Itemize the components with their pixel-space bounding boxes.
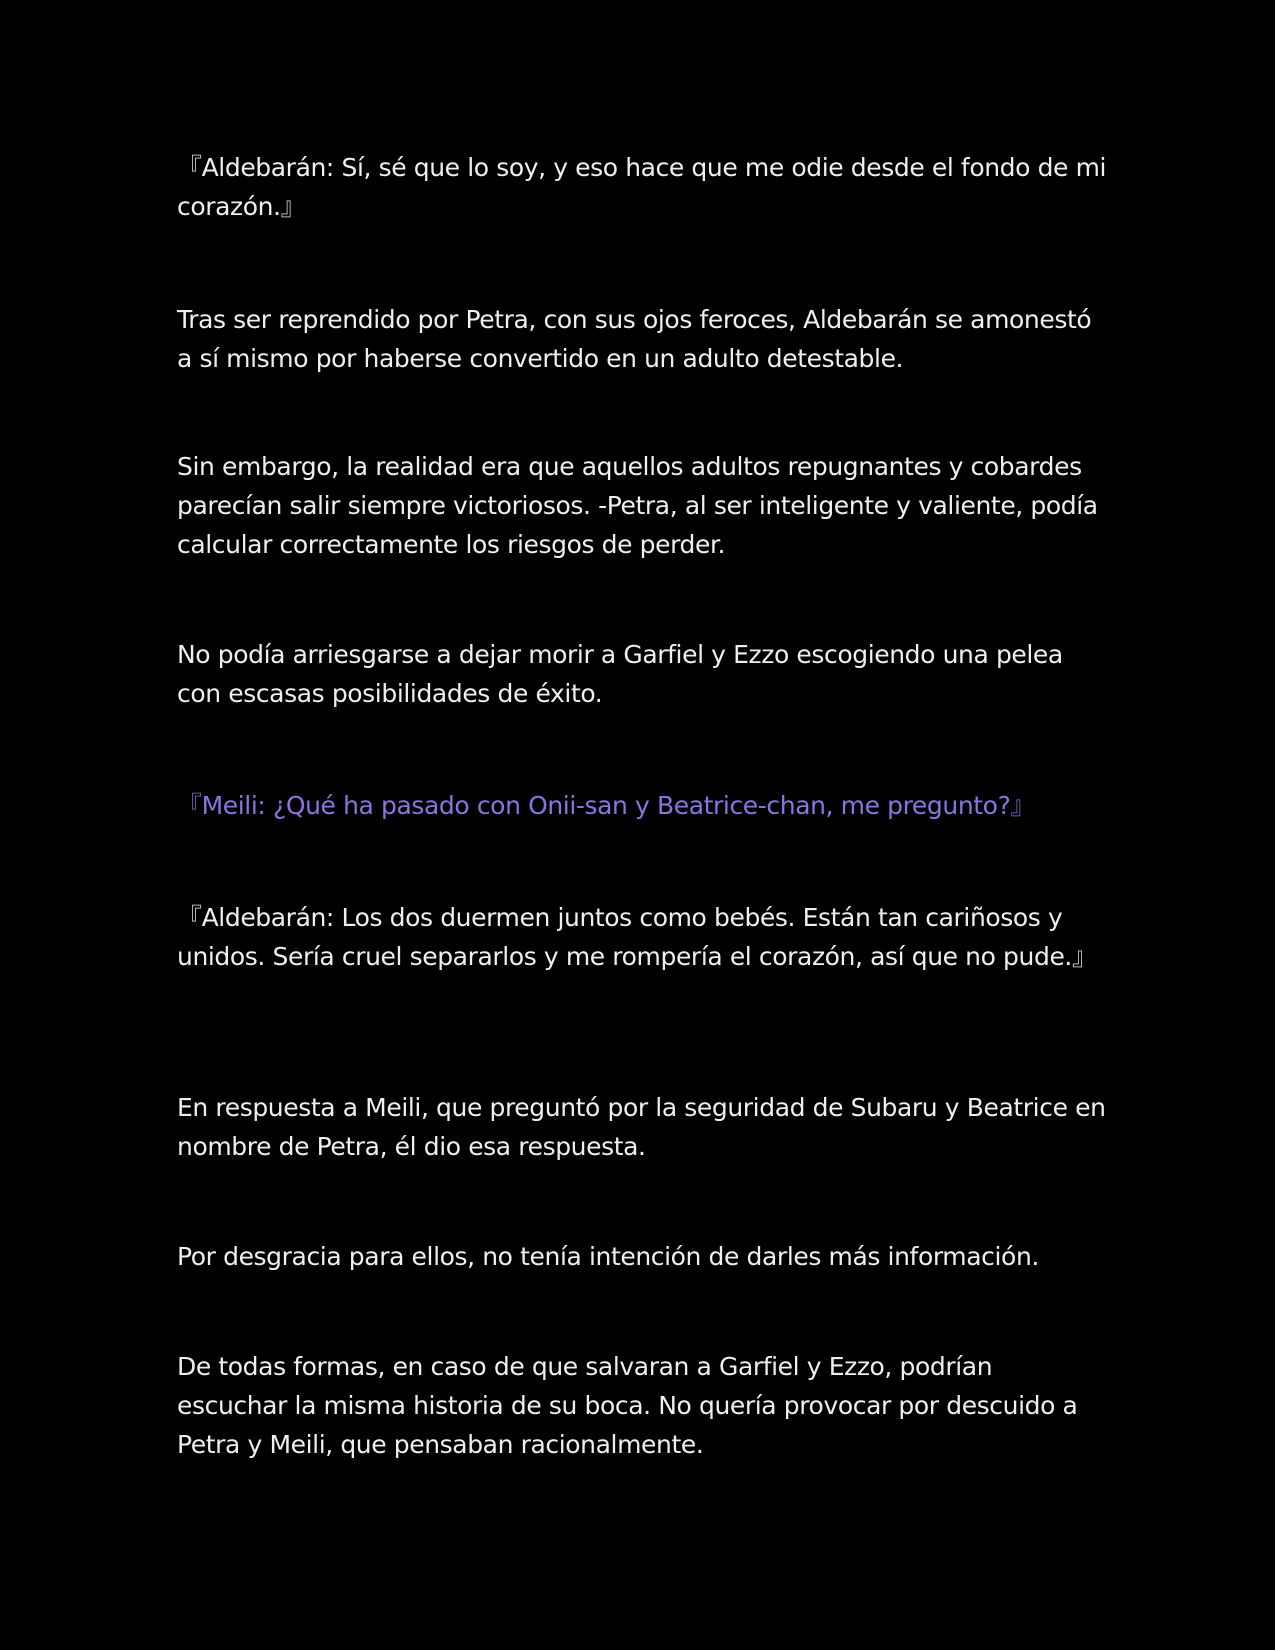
paragraph-narration-5: Por desgracia para ellos, no tenía intención de darles más información.	[177, 1242, 1039, 1271]
paragraph-meili-dialogue: 『Meili: ¿Qué ha pasado con Onii-san y Beatrice-chan, me pregunto?』	[177, 791, 1036, 820]
paragraph-narration-2: Sin embargo, la realidad era que aquellos adultos repugnantes y cobardes parecían salir siempre victoriosos. -Petra, al ser inteligente y valiente, podía calcular correctamente los riesgos de perder.	[177, 452, 1098, 559]
paragraph-aldebaran-dialogue-2: 『Aldebarán: Los dos duermen juntos como bebés. Están tan cariñosos y unidos. Sería cruel separarlos y me rompería el corazón, así que no pude.』	[177, 903, 1097, 971]
paragraph-narration-4: En respuesta a Meili, que preguntó por la seguridad de Subaru y Beatrice en nombre de Petra, él dio esa respuesta.	[177, 1093, 1106, 1161]
paragraph-narration-6: De todas formas, en caso de que salvaran a Garfiel y Ezzo, podrían escuchar la misma historia de su boca. No quería provocar por descuido a Petra y Meili, que pensaban racionalmente.	[177, 1352, 1078, 1459]
paragraph-narration-3: No podía arriesgarse a dejar morir a Garfiel y Ezzo escogiendo una pelea con escasas posibilidades de éxito.	[177, 640, 1063, 708]
paragraph-narration-1: Tras ser reprendido por Petra, con sus ojos feroces, Aldebarán se amonestó a sí mismo por haberse convertido en un adulto detestable.	[177, 305, 1092, 373]
paragraph-aldebaran-dialogue-1: 『Aldebarán: Sí, sé que lo soy, y eso hace que me odie desde el fondo de mi corazón.』	[177, 153, 1107, 221]
